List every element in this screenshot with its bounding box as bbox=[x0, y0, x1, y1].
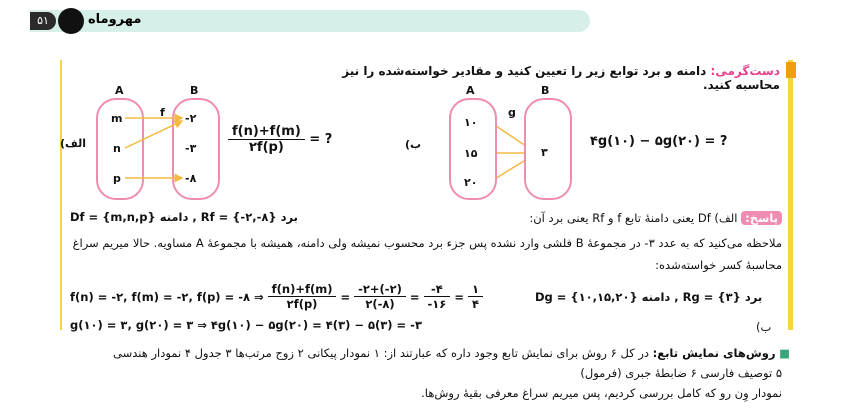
answer-line-3: محاسبهٔ کسر خواسته‌شده: bbox=[655, 258, 782, 272]
diagram-a-label: (الف bbox=[60, 137, 87, 150]
diagram-a-domain-m: m bbox=[111, 112, 123, 125]
diagram-b-domain-15: ۱۵ bbox=[464, 147, 478, 160]
calc-a-f2-num: -۲+(-۲) bbox=[354, 282, 406, 297]
calc-b-label: ب) bbox=[756, 320, 772, 334]
calc-a-row: f(n) = -۲, f(m) = -۲, f(p) = -۸ ⇒ $\frac{f(n)+f(m)}{۲f(p)}$ = $\frac{-۲+(-۲)}{۲(-۸)}$ = $\frac{-۴}{-۱۶}$ = $\frac{۱}{۴}$ bbox=[70, 282, 483, 311]
diagram-b-domain-10: ۱۰ bbox=[464, 116, 478, 129]
diagram-b-expression: ۴g(۱۰) − ۵g(۲۰) = ? bbox=[590, 134, 728, 149]
diagram-b-domain-20: ۲۰ bbox=[464, 176, 478, 189]
calc-a-f4-num: ۱ bbox=[468, 282, 483, 297]
calc-a-f2-den: ۲(-۸) bbox=[365, 297, 395, 311]
calc-b-domain-range: Dg = {۱۰,۱۵,۲۰} دامنه , Rg = {۳} برد bbox=[535, 290, 763, 304]
answer-line-1-text: الف) Df یعنی دامنهٔ تابع f و Rf یعنی برد آن: bbox=[529, 211, 738, 225]
warmup-text: دامنه و برد توابع زیر را تعیین کنید و مقادیر خواسته‌شده را نیز محاسبه کنید. bbox=[342, 64, 780, 92]
warmup-title: دست‌گرمی: bbox=[710, 64, 780, 78]
diagram-b-oval-b bbox=[524, 98, 572, 200]
diagram-a-set-a: A bbox=[115, 84, 124, 97]
diagram-a-domain-n: n bbox=[113, 142, 121, 155]
bullet-icon: ■ bbox=[779, 346, 790, 360]
diagram-a-func-label: f bbox=[160, 106, 165, 119]
diagram-a-codomain-1: -۲ bbox=[185, 112, 197, 125]
diagram-b-func-label: g bbox=[508, 106, 516, 119]
answer-badge: پاسخ: bbox=[741, 211, 782, 225]
diagram-b-set-a: A bbox=[466, 84, 475, 97]
answer-line-1 bbox=[420, 211, 782, 225]
diagram-a-domain-p: p bbox=[113, 172, 121, 185]
arrow-n-to-neg2 bbox=[125, 121, 182, 148]
answer-line-2: ملاحظه می‌کنید که به عدد ۳- در مجموعهٔ B فلشی وارد نشده پس جزء برد محسوب نمیشه ولی دامنه، همیشه با مجموعهٔ A مساویه. حالا میریم سراغ bbox=[72, 236, 782, 250]
expr-a-denominator: ۲f(p) bbox=[249, 140, 284, 155]
diagram-a-expression bbox=[228, 124, 332, 155]
calc-a-values: f(n) = -۲, f(m) = -۲, f(p) = -۸ ⇒ bbox=[70, 289, 264, 304]
calc-a-f3-den: -۱۶ bbox=[427, 297, 447, 311]
diagram-a-codomain-2: -۳ bbox=[185, 142, 197, 155]
expr-a-tail: = ? bbox=[309, 132, 333, 147]
diagram-b-set-b: B bbox=[541, 84, 550, 97]
brand-logo-text: مهروماه bbox=[88, 12, 142, 27]
calc-a-f1-num: f(n)+f(m) bbox=[268, 282, 337, 297]
calc-a-f4-den: ۴ bbox=[471, 297, 479, 311]
methods-title: روش‌های نمایش تابع: bbox=[652, 346, 776, 360]
calc-a-f1-den: ۲f(p) bbox=[286, 297, 318, 311]
calc-a-f3-num: -۴ bbox=[424, 282, 451, 297]
expr-a-numerator: f(n)+f(m) bbox=[228, 124, 305, 140]
calc-b-line: g(۱۰) = ۳, g(۲۰) = ۳ ⇒ ۴g(۱۰) − ۵g(۲۰) = ۴(۳) − ۵(۳) = -۳ bbox=[70, 318, 422, 332]
answer-domain-range-a: Df = {m,n,p} دامنه , Rf = {-۲,-۸} برد bbox=[70, 210, 298, 224]
methods-line-2: ۵ توصیف فارسی ۶ ضابطهٔ جبری (فرمول) bbox=[580, 366, 782, 380]
page-number: ۵۱ bbox=[30, 12, 56, 30]
diagram-b-codomain-3: ۳ bbox=[541, 146, 548, 159]
diagram-a-set-b: B bbox=[190, 84, 199, 97]
diagram-a-codomain-3: -۸ bbox=[185, 172, 197, 185]
methods-line-3: نمودار وِن رو که کامل بررسی کردیم، پس میریم سراغ معرفی بقیهٔ روش‌ها. bbox=[421, 386, 782, 400]
diagram-b-label: (ب bbox=[405, 138, 422, 151]
methods-line-1 bbox=[20, 346, 790, 360]
methods-line-1-text: در کل ۶ روش برای نمایش تابع وجود داره که عبارتند از: ۱ نمودار پیکانی ۲ زوج مرتب‌ها ۳ جدول ۴ نمودار هندسی bbox=[113, 346, 649, 360]
